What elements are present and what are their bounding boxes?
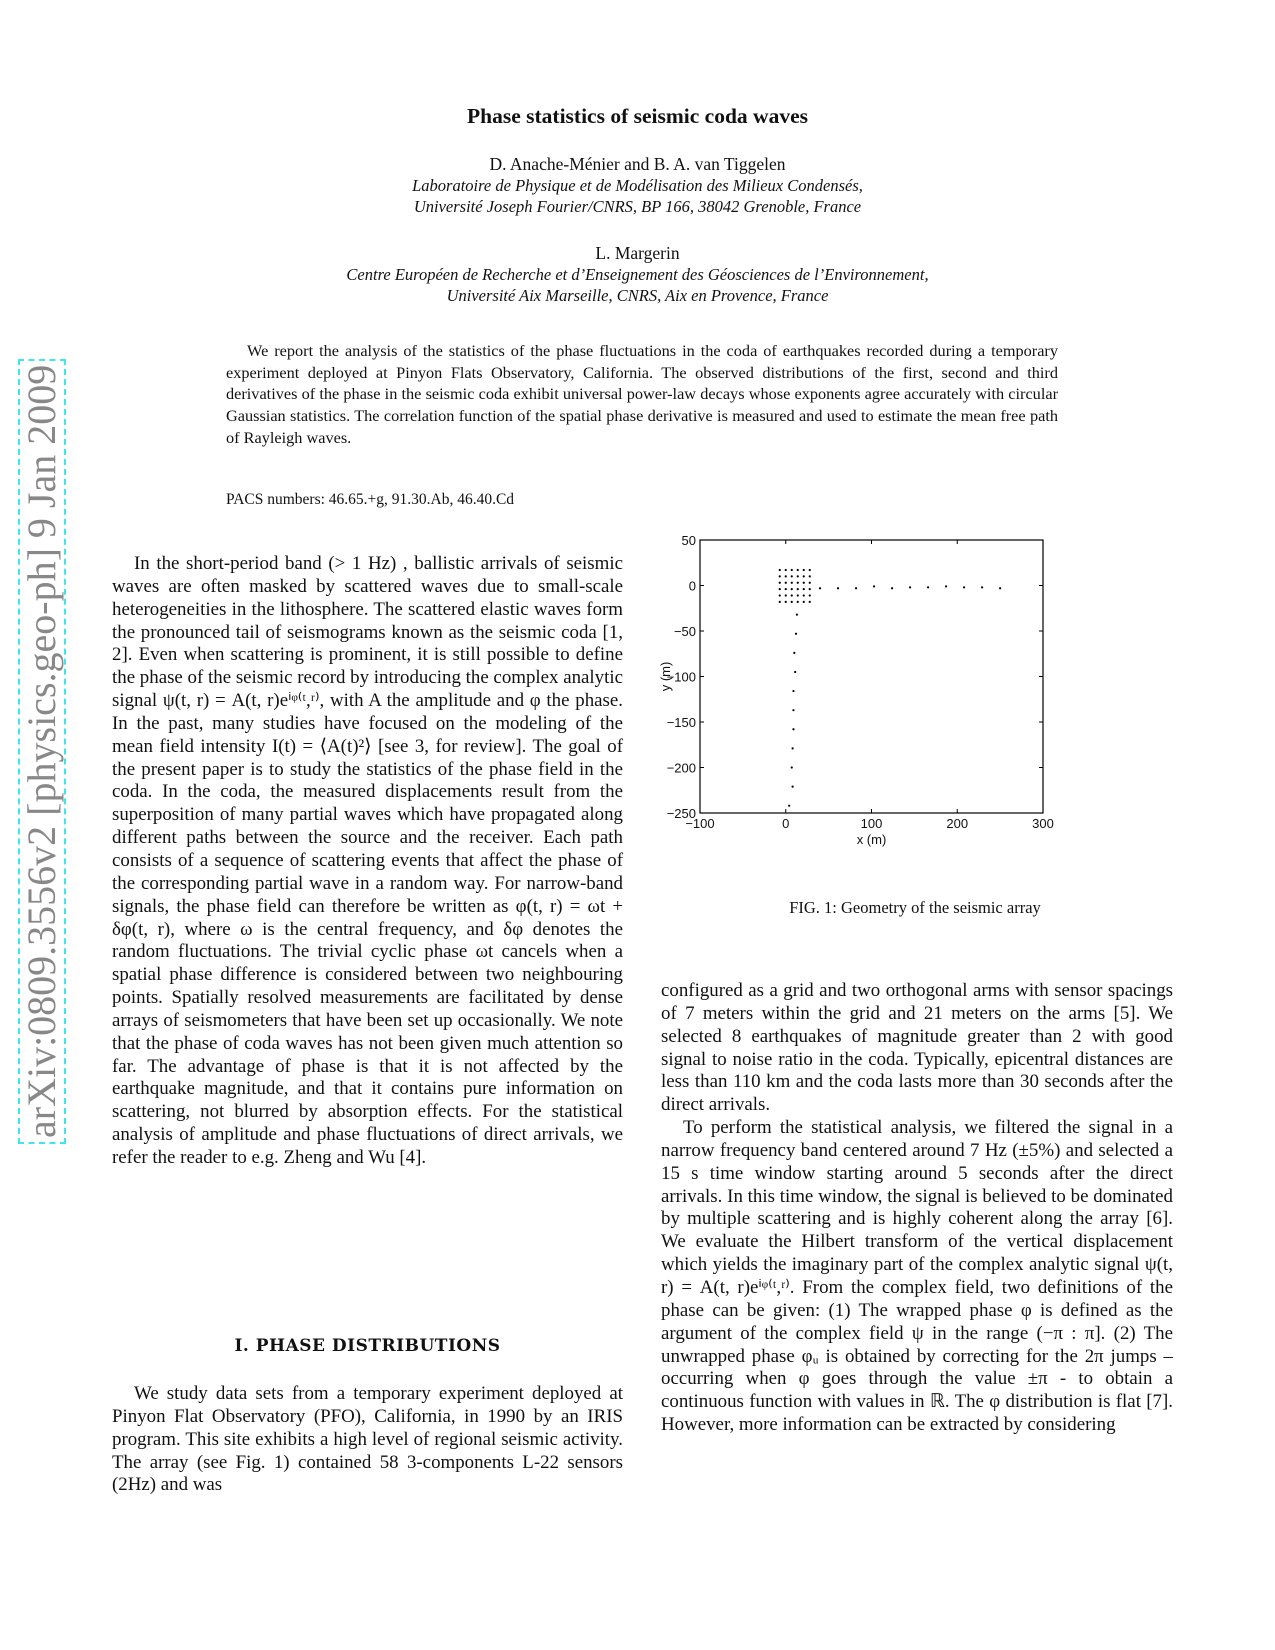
sensor-point [792,690,794,692]
y-tick-label: −50 [673,624,696,639]
sensor-point [785,582,787,584]
section-heading: I. PHASE DISTRIBUTIONS [234,1336,501,1356]
abstract: We report the analysis of the statistics of the phase fluctuations in the coda of earthquakes recorded during a temporary experiment deployed at Pinyon Flats Observatory, California. The observed distributions of the first, second and third derivatives of the phase in the seismic coda exhibit universal power-law decays whose exponents agree accurately with circular Gaussian statistics. The correlation function of the spatial phase derivative is measured and used to estimate the mean free path of Rayleigh waves. [226,341,1058,447]
right-column [661,980,1173,1437]
pacs-numbers: PACS numbers: 46.65.+g, 91.30.Ab, 46.40.Cd [226,491,515,508]
sensor-point [785,569,787,571]
sensor-point [809,582,811,584]
sensor-point [779,569,781,571]
x-tick-label: 0 [782,816,790,831]
sensor-point [792,747,794,749]
sensor-point [797,588,799,590]
sensor-point [791,594,793,596]
sensor-point [796,614,798,616]
sensor-point [785,588,787,590]
sensor-point [791,569,793,571]
paper-title: Phase statistics of seismic coda waves [467,104,808,128]
sensor-point [792,786,794,788]
sensor-point [809,601,811,603]
sensor-point [891,587,893,589]
sensor-point [819,587,821,589]
sensor-point [785,601,787,603]
plot-frame [700,540,1043,813]
sensor-point [927,586,929,588]
y-tick-label: −200 [666,760,696,776]
sensor-point [779,582,781,584]
sensor-point [809,569,811,571]
y-tick-label: 50 [681,533,696,548]
sensor-point [785,594,787,596]
sensor-point [791,582,793,584]
sensor-point [779,588,781,590]
sensor-point [791,766,793,768]
authors: L. Margerin [595,243,680,263]
sensor-point [963,586,965,588]
affiliation: Laboratoire de Physique et de Modélisation des Milieux Condensés, [412,176,863,195]
sensor-point [873,585,875,587]
sensor-point [797,575,799,577]
x-axis-label: x (m) [856,832,887,847]
body-paragraph: To perform the statistical analysis, we filtered the signal in a narrow frequency band centered around 7 Hz (±5%) and selected a 15 s time window starting around 5 seconds after the direct arrivals. In this time window, the signal is believed to be dominated by multiple scattering and is highly coherent along the array [6]. We evaluate the Hilbert transform of the vertical displacement which yields the imaginary part of the complex analytic signal ψ(t, r) = A(t, r)eⁱᵠ⁽ᵗ,ʳ⁾. From the complex field, two definitions of the phase can be given: (1) The wrapped phase φ is defined as the argument of the complex field ψ in the range (−π : π]. (2) The unwrapped phase φᵤ is obtained by correcting for the 2π jumps – occurring when φ goes through the value ±π - to obtain a continuous function with values in ℝ. The φ distribution is flat [7]. However, more information can be extracted by considering [661,1117,1173,1436]
sensor-point [797,569,799,571]
sensor-point [788,805,790,807]
sensor-point [791,601,793,603]
sensor-point [809,575,811,577]
x-tick-label: 200 [946,816,969,831]
sensor-point [981,586,983,588]
sensor-point [803,601,805,603]
y-tick-label: −150 [666,715,696,730]
sensor-point [999,587,1001,589]
figure-caption: FIG. 1: Geometry of the seismic array [789,898,1041,917]
sensor-point [945,585,947,587]
intro-paragraph: In the short-period band (> 1 Hz) , ballistic arrivals of seismic waves are often masked by scattered waves due to small-scale heterogeneities in the lithosphere. The scattered elastic waves form the pronounced tail of seismograms known as the seismic coda [1, 2]. Even when scattering is prominent, it is still possible to define the phase of the seismic record by introducing the complex analytic signal ψ(t, r) = A(t, r)eⁱᵠ⁽ᵗ,ʳ⁾, with A the amplitude and φ the phase. In the past, many studies have focused on the modeling of the mean field intensity I(t) = ⟨A(t)²⟩ [see 3, for review]. The goal of the present paper is to study the statistics of the phase field in the coda. In the coda, the measured displacements result from the superposition of many partial waves which have propagated along different paths between the source and the receiver. Each path consists of a sequence of scattering events that affect the phase of the corresponding partial wave in a random way. For narrow-band signals, the phase field can therefore be written as φ(t, r) = ωt + δφ(t, r), where ω is the central frequency, and δφ denotes the random fluctuations. The trivial cyclic phase ωt cancels when a spatial phase difference is considered between two neighbouring points. Spatially resolved measurements are facilitated by dense arrays of seismometers that have been set up occasionally. We note that the phase of coda waves has not been given much attention so far. The advantage of phase is that it is not affected by the earthquake magnitude, and that it contains pure information on scattering, not blurred by absorption effects. For the statistical analysis of amplitude and phase fluctuations of direct arrivals, we refer the reader to e.g. Zheng and Wu [4]. [112,553,623,1168]
affiliation: Université Aix Marseille, CNRS, Aix en Provence, France [446,286,829,305]
sensor-point [779,601,781,603]
sensor-point [809,588,811,590]
sensor-point [797,601,799,603]
sensor-point [803,588,805,590]
sensor-point [797,582,799,584]
y-tick-label: 0 [688,578,696,594]
sensor-point [785,575,787,577]
sensor-point [803,575,805,577]
sensor-point [809,594,811,596]
left-column-2 [112,1383,623,1497]
x-tick-label: −100 [685,816,715,831]
sensor-point [837,587,839,589]
sensor-point [779,594,781,596]
x-tick-label: 300 [1032,816,1054,831]
sensor-point [803,569,805,571]
left-column [112,553,623,1170]
sensor-point [803,594,805,596]
affiliation: Centre Européen de Recherche et d’Enseignement des Géosciences de l’Environnement, [346,265,929,284]
sensor-point [855,587,857,589]
y-tick-label: −250 [666,806,696,821]
x-tick-label: 100 [860,816,883,831]
affiliation: Université Joseph Fourier/CNRS, BP 166, 38042 Grenoble, France [413,197,862,216]
y-tick-label: −100 [666,669,696,685]
sensor-point [791,575,793,577]
sensor-point [791,588,793,590]
body-paragraph: We study data sets from a temporary experiment deployed at Pinyon Flat Observatory (PFO), California, in 1990 by an IRIS program. This site exhibits a high level of regional seismic activity. The array (see Fig. 1) contained 58 3-components L-22 sensors (2Hz) and was [112,1383,623,1496]
y-axis-label: y (m) [658,661,673,692]
sensor-point [795,633,797,635]
sensor-point [797,594,799,596]
sensor-point [803,582,805,584]
authors: D. Anache-Ménier and B. A. van Tiggelen [489,154,786,174]
sensor-point [779,575,781,577]
array-geometry-figure [658,533,1080,860]
sensor-point [792,709,794,711]
sensor-point [792,728,794,730]
sensor-point [794,671,796,673]
sensor-point [909,586,911,588]
sensor-point [793,652,795,654]
arxiv-stamp[interactable]: arXiv:0809.3556v2 [physics.geo-ph] 9 Jan 2009 [18,359,66,1144]
body-paragraph: configured as a grid and two orthogonal arms with sensor spacings of 7 meters within the grid and 21 meters on the arms [5]. We selected 8 earthquakes of magnitude greater than 2 with good signal to noise ratio in the coda. Typically, epicentral distances are less than 110 km and the coda lasts more than 30 seconds after the direct arrivals. [661,980,1173,1116]
